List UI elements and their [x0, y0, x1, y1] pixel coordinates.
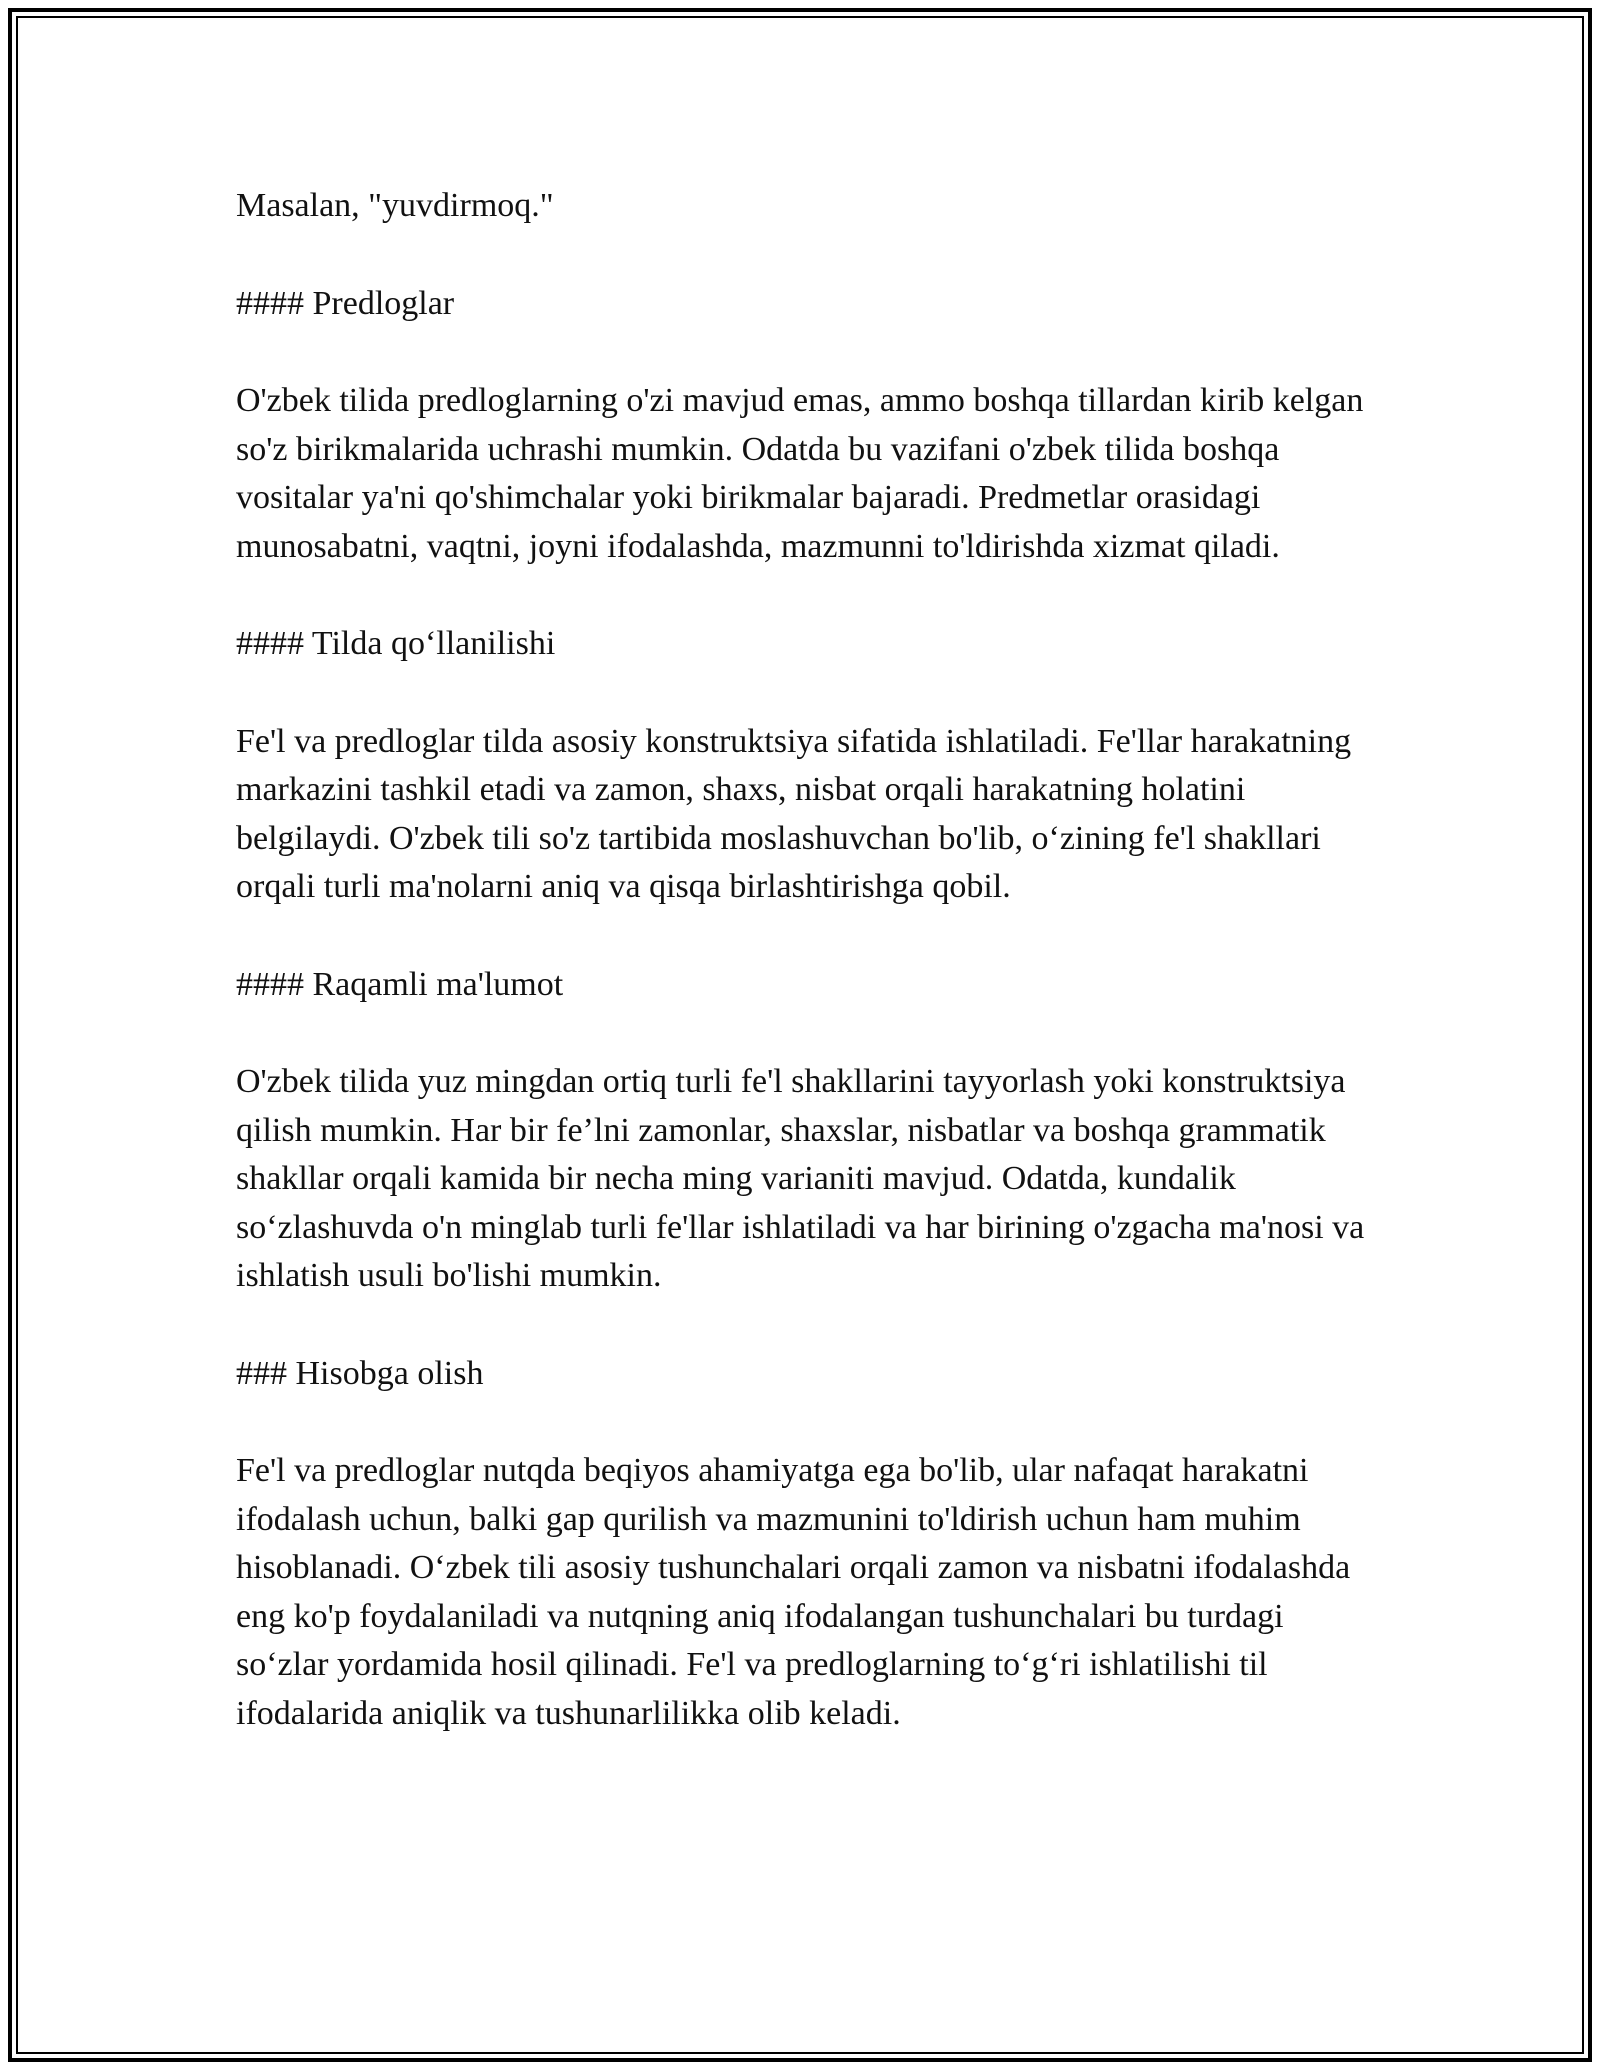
paragraph-raqamli-malumot: O'zbek tilida yuz mingdan ortiq turli fe'l shakllarini tayyorlash yoki konstruktsiya qilish mumkin. Har bir fe’lni zamonlar, shaxslar, nisbatlar va boshqa grammatik shakllar orqali kamida bir necha ming varianiti mavjud. Odatda, kundalik so‘zlashuvda o'n minglab turli fe'llar ishlatiladi va har birining o'zgacha ma'nosi va ishlatish usuli bo'lishi mumkin.: [236, 1063, 1365, 1294]
intro-paragraph: Masalan, "yuvdirmoq.": [236, 187, 554, 224]
paragraph-tilda-qollanilishi: Fe'l va predloglar tilda asosiy konstruktsiya sifatida ishlatiladi. Fe'llar harakatning markazini tashkil etadi va zamon, shaxs, nisbat orqali harakatning holatini belgilaydi. O'zbek tili so'z tartibida moslashuvchan bo'lib, o‘zining fe'l shakllari orqali turli ma'nolarni aniq va qisqa birlashtirishga qobil.: [236, 722, 1352, 905]
paragraph-predloglar: O'zbek tilida predloglarning o'zi mavjud emas, ammo boshqa tillardan kirib kelgan so'z birikmalarida uchrashi mumkin. Odatda bu vazifani o'zbek tilida boshqa vositalar ya'ni qo'shimchalar yoki birikmalar bajaradi. Predmetlar orasidagi munosabatni, vaqtni, joyni ifodalashda, mazmunni to'ldirishda xizmat qiladi.: [236, 382, 1364, 565]
document-body: [236, 182, 1376, 1787]
section-heading-raqamli-malumot: #### Raqamli ma'lumot: [236, 965, 564, 1003]
section-heading-tilda-qollanilishi: #### Tilda qo‘llanilishi: [236, 625, 556, 662]
section-heading-predloglar: #### Predloglar: [236, 284, 455, 322]
section-heading-hisobga-olish: ### Hisobga olish: [236, 1354, 484, 1392]
paragraph-hisobga-olish: Fe'l va predloglar nutqda beqiyos ahamiyatga ega bo'lib, ular nafaqat harakatni ifodalash uchun, balki gap qurilish va mazmunini to'ldirish uchun ham muhim hisoblanadi. O‘zbek tili asosiy tushunchalari orqali zamon va nisbatni ifodalashda eng ko'p foydalaniladi va nutqning aniq ifodalangan tushunchalari bu turdagi so‘zlar yordamida hosil qilinadi. Fe'l va predloglarning to‘g‘ri ishlatilishi til ifodalarida aniqlik va tushunarlilikka olib keladi.: [236, 1452, 1351, 1732]
